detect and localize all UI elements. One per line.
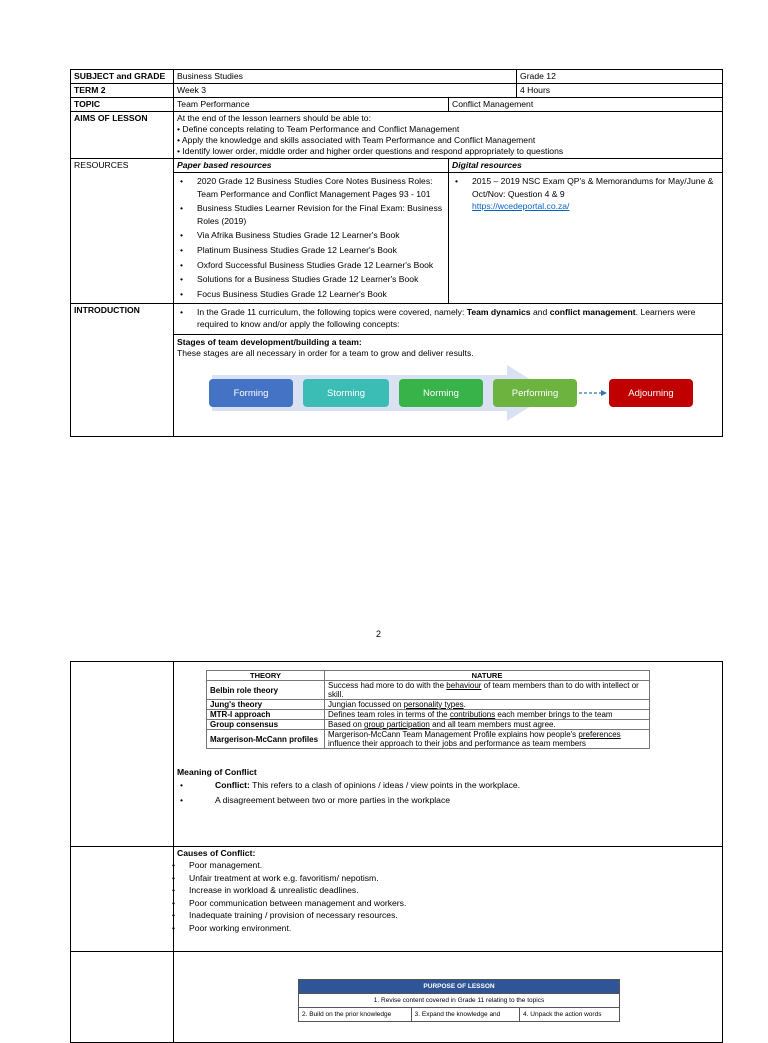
nature-header: NATURE <box>325 671 650 681</box>
empty-label-cell <box>71 847 174 952</box>
term-value: Week 3 <box>174 84 517 98</box>
hours-value: 4 Hours <box>517 84 723 98</box>
list-item <box>472 175 719 213</box>
subject-label: SUBJECT and GRADE <box>71 70 174 84</box>
intro-team-dynamics: Team dynamics <box>466 307 531 318</box>
aims-label: AIMS OF LESSON <box>71 112 174 159</box>
theory-table <box>206 670 650 749</box>
theory-nature: Defines team roles in terms of the contributions each member brings to the team <box>325 710 650 720</box>
wced-portal-link[interactable]: https://wcedeportal.co.za/ <box>472 201 570 212</box>
term-row <box>71 84 723 98</box>
table-row <box>207 730 650 749</box>
list-item: • 2020 Grade 12 Business Studies Core Notes Business Roles: Team Performance and Conflict Management Pages 93 - 101 <box>197 175 445 200</box>
purpose-row <box>71 952 723 1043</box>
stages-text: These stages are all necessary in order for a team to grow and deliver results. <box>177 348 474 359</box>
table-row <box>207 700 650 710</box>
list-item: • Unfair treatment at work e.g. favoritism/ nepotism. <box>189 872 719 885</box>
intro-text: and <box>530 307 550 318</box>
empty-label-cell <box>71 662 174 847</box>
list-item: • Focus Business Studies Grade 12 Learner's Book <box>197 288 445 301</box>
list-item: • Inadequate training / provision of necessary resources. <box>189 909 719 922</box>
theory-name: Margerison-McCann profiles <box>207 730 325 749</box>
topic-value: Team Performance <box>174 98 449 112</box>
lesson-plan-table <box>70 69 723 437</box>
theory-name: Jung's theory <box>207 700 325 710</box>
paper-resources-heading: Paper based resources <box>174 159 449 173</box>
subject-row <box>71 70 723 84</box>
introduction-list <box>177 306 719 330</box>
aims-content <box>174 112 723 159</box>
conflict-term: Conflict: <box>215 780 250 790</box>
paper-resources-list <box>177 175 445 300</box>
aims-item: • Define concepts relating to Team Performance and Conflict Management <box>177 124 460 134</box>
intro-conflict-management: conflict management <box>549 307 636 318</box>
list-item <box>197 779 719 792</box>
theory-name: Belbin role theory <box>207 681 325 700</box>
stage-forming: Forming <box>209 379 293 407</box>
theory-name: MTR-I approach <box>207 710 325 720</box>
stages-cell <box>174 335 723 437</box>
purpose-item: 4. Unpack the action words <box>520 1008 620 1022</box>
introduction-row <box>71 304 723 335</box>
grade-value: Grade 12 <box>517 70 723 84</box>
term-label: TERM 2 <box>71 84 174 98</box>
theory-row <box>71 662 723 847</box>
list-item: • Poor working environment. <box>189 922 719 935</box>
stage-adjourning: Adjourning <box>609 379 693 407</box>
page-number: 2 <box>376 629 382 639</box>
introduction-label: INTRODUCTION <box>71 304 174 437</box>
table-row <box>207 720 650 730</box>
stage-storming: Storming <box>303 379 389 407</box>
stages-heading: Stages of team development/building a team: <box>177 337 362 348</box>
stage-performing: Performing <box>493 379 577 407</box>
conflict-list <box>177 779 719 806</box>
digital-resources-list <box>452 175 719 213</box>
purpose-cell <box>174 952 723 1043</box>
paper-resources <box>174 173 449 304</box>
intro-text: . Learners were required to know and/or apply the following concepts: <box>197 307 696 330</box>
causes-cell <box>174 847 723 952</box>
intro-text: In the Grade 11 curriculum, the following topics were covered, namely: <box>197 307 467 318</box>
digital-item-text: 2015 – 2019 NSC Exam QP's & Memorandums for May/June & Oct/Nov: Question 4 & 9 <box>472 176 714 199</box>
list-item: • A disagreement between two or more parties in the workplace <box>197 794 719 807</box>
purpose-item: 3. Expand the knowledge and <box>411 1008 519 1022</box>
stages-flow-diagram <box>177 363 719 433</box>
topic-row <box>71 98 723 112</box>
table-row <box>207 710 650 720</box>
introduction-text <box>174 304 723 335</box>
theory-nature: Jungian focussed on personality types. <box>325 700 650 710</box>
resources-label: RESOURCES <box>71 159 174 304</box>
theory-nature: Margerison-McCann Team Management Profile explains how people's preferences influence their approach to their jobs and performance as team members <box>325 730 650 749</box>
purpose-item: 2. Build on the prior knowledge <box>299 1008 412 1022</box>
aims-item: • Apply the knowledge and skills associated with Team Performance and Conflict Management <box>177 135 536 145</box>
purpose-heading: PURPOSE OF LESSON <box>299 980 620 994</box>
conflict-definition: This refers to a clash of opinions / ideas / view points in the workplace. <box>249 780 521 790</box>
causes-heading: Causes of Conflict: <box>177 848 256 858</box>
purpose-table <box>298 979 620 1022</box>
list-item: • Solutions for a Business Studies Grade 12 Learner's Book <box>197 273 445 286</box>
stage-norming: Norming <box>399 379 483 407</box>
topic-label: TOPIC <box>71 98 174 112</box>
conflict-heading: Meaning of Conflict <box>177 767 257 777</box>
list-item: • Via Afrika Business Studies Grade 12 Learner's Book <box>197 229 445 242</box>
lesson-plan-table-continued <box>70 661 723 1043</box>
causes-list <box>177 859 719 935</box>
aims-row <box>71 112 723 159</box>
topic-value-2: Conflict Management <box>449 98 723 112</box>
purpose-item: 1. Revise content covered in Grade 11 relating to the topics <box>299 994 620 1008</box>
list-item: • Increase in workload & unrealistic deadlines. <box>189 884 719 897</box>
list-item: • Platinum Business Studies Grade 12 Learner's Book <box>197 244 445 257</box>
list-item: • Poor communication between management and workers. <box>189 897 719 910</box>
theory-name: Group consensus <box>207 720 325 730</box>
aims-item: • Identify lower order, middle order and higher order questions and respond appropriately to questions <box>177 146 564 156</box>
list-item <box>197 306 719 330</box>
aims-intro: At the end of the lesson learners should be able to: <box>177 113 371 123</box>
dashed-arrow-icon <box>579 389 607 397</box>
resources-heading-row <box>71 159 723 173</box>
theory-nature: Based on group participation and all team members must agree. <box>325 720 650 730</box>
digital-resources <box>449 173 723 304</box>
list-item: • Poor management. <box>189 859 719 872</box>
table-row <box>207 681 650 700</box>
causes-row <box>71 847 723 952</box>
list-item: • Oxford Successful Business Studies Grade 12 Learner's Book <box>197 259 445 272</box>
list-item: • Business Studies Learner Revision for the Final Exam: Business Roles (2019) <box>197 202 445 227</box>
theory-cell <box>174 662 723 847</box>
empty-label-cell <box>71 952 174 1043</box>
theory-header: THEORY <box>207 671 325 681</box>
digital-resources-heading: Digital resources <box>449 159 723 173</box>
theory-nature: Success had more to do with the behaviour of team members than to do with intellect or skill. <box>325 681 650 700</box>
subject-value: Business Studies <box>174 70 517 84</box>
